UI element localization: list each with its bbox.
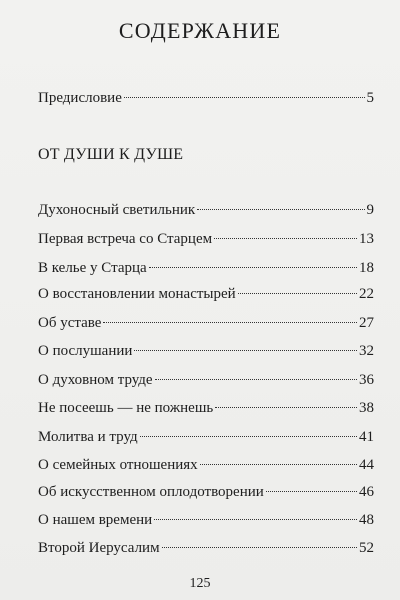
dot-leader (149, 267, 357, 268)
toc-entry[interactable] (38, 258, 374, 278)
toc-entry[interactable] (38, 398, 374, 418)
toc-entry-page: 38 (359, 400, 374, 416)
toc-entry-page: 18 (359, 260, 374, 276)
toc-entry-page: 44 (359, 457, 374, 473)
toc-entry-label: О семейных отношениях (38, 457, 198, 473)
dot-leader (215, 407, 357, 408)
toc-entry-page: 9 (366, 202, 374, 218)
toc-entry-preface[interactable] (38, 88, 374, 108)
dot-leader (155, 379, 357, 380)
toc-entry-page: 36 (359, 372, 374, 388)
dot-leader (103, 322, 357, 323)
toc-entry-page: 41 (359, 429, 374, 445)
toc-entry[interactable] (38, 341, 374, 361)
dot-leader (134, 350, 357, 351)
toc-entry[interactable] (38, 482, 374, 502)
toc-entry-label: Предисловие (38, 90, 122, 106)
toc-entry-label: О духовном труде (38, 372, 153, 388)
toc-entry-label: О послушании (38, 343, 133, 359)
toc-entry[interactable] (38, 427, 374, 447)
toc-entry-page: 13 (359, 231, 374, 247)
toc-entry-label: О восстановлении монастырей (38, 286, 236, 302)
toc-entry[interactable] (38, 455, 374, 475)
toc-entry-label: В келье у Старца (38, 260, 147, 276)
dot-leader (238, 293, 357, 294)
toc-entry-page: 22 (359, 286, 374, 302)
toc-entry-label: Духоносный светильник (38, 202, 196, 218)
toc-entry-page: 5 (366, 90, 374, 106)
toc-entry-label: Не посеешь — не пожнешь (38, 400, 214, 416)
toc-entry-page: 46 (359, 484, 374, 500)
toc-entry-label: Об искусственном оплодотворении (38, 484, 264, 500)
page-number: 125 (189, 576, 211, 591)
dot-leader (214, 238, 357, 239)
toc-entry-page: 27 (359, 315, 374, 331)
dot-leader (124, 97, 365, 98)
toc-entry[interactable] (38, 229, 374, 249)
dot-leader (266, 491, 357, 492)
section-heading: ОТ ДУШИ К ДУШЕ (38, 146, 184, 163)
toc-entry[interactable] (38, 284, 374, 304)
toc-entry[interactable] (38, 370, 374, 390)
dot-leader (154, 519, 357, 520)
dot-leader (162, 547, 357, 548)
dot-leader (200, 464, 357, 465)
page-title: СОДЕРЖАНИЕ (118, 18, 282, 43)
toc-entry-label: Первая встреча со Старцем (38, 231, 213, 247)
toc-entry-label: О нашем времени (38, 512, 153, 528)
dot-leader (140, 436, 357, 437)
toc-entry-page: 48 (359, 512, 374, 528)
toc-entry-label: Второй Иерусалим (38, 540, 160, 556)
toc-entry-label: Об уставе (38, 315, 102, 331)
toc-entry[interactable] (38, 200, 374, 220)
toc-entry-page: 52 (359, 540, 374, 556)
toc-entry[interactable] (38, 510, 374, 530)
toc-entry-label: Молитва и труд (38, 429, 138, 445)
dot-leader (197, 209, 364, 210)
toc-entry[interactable] (38, 313, 374, 333)
toc-entry-page: 32 (359, 343, 374, 359)
toc-entry[interactable] (38, 538, 374, 558)
